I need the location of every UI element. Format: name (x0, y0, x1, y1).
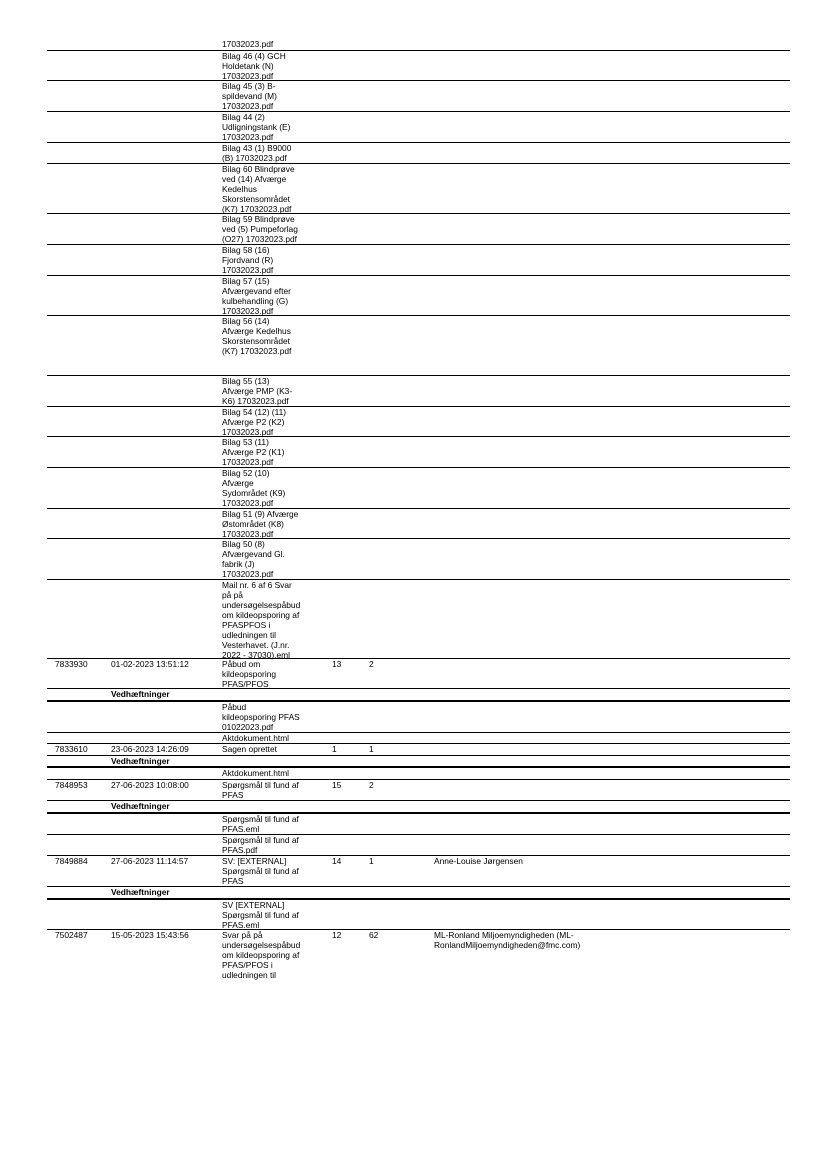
document-title (222, 51, 332, 81)
document-date: 27-06-2023 11:14:57 (111, 856, 189, 867)
title-line: Bilag 46 (4) GCH (222, 50, 286, 61)
attachment-row (47, 245, 790, 276)
title-line: Bilag 58 (16) (222, 244, 270, 255)
title-line: Aktdokument.html (222, 732, 290, 743)
title-line: Østområdet (K8) (222, 518, 284, 529)
document-number: 12 (332, 930, 342, 941)
title-line: Sagen oprettet (222, 744, 277, 755)
title-line: Fjordvand (R) (222, 254, 274, 265)
document-title (222, 539, 332, 579)
attachment-row (47, 835, 790, 856)
attachment-row (47, 702, 790, 733)
title-line: PFAS (222, 790, 244, 801)
title-line: Bilag 53 (11) (222, 437, 269, 448)
title-line: Bilag 60 Blindprøve (222, 164, 295, 175)
attachment-row (47, 437, 790, 468)
document-title (222, 509, 332, 539)
document-title (222, 768, 332, 778)
title-line: (O27) 17032023.pdf (222, 234, 297, 245)
document-title (222, 143, 332, 163)
document-title (222, 733, 332, 743)
document-title (222, 214, 332, 244)
document-title (222, 437, 332, 467)
title-line: Afværgevand Gl. (222, 549, 285, 560)
title-line: (K7) 17032023.pdf (222, 346, 292, 357)
document-row (47, 659, 790, 690)
title-line: 17032023.pdf (222, 498, 274, 509)
page-count: 1 (369, 744, 374, 755)
title-line: 17032023.pdf (222, 305, 274, 316)
title-line: undersøgelsespåbud (222, 599, 301, 610)
title-line: PFAS/PFOS (222, 678, 269, 689)
document-title (222, 814, 332, 834)
document-title (222, 316, 332, 356)
title-line: kildeopsporing (222, 668, 277, 679)
title-line: 17032023.pdf (222, 569, 274, 580)
document-date: 01-02-2023 13:51:12 (111, 658, 189, 669)
attachments-heading: Vedhæftninger (111, 801, 170, 812)
document-date: 27-06-2023 10:08:00 (111, 780, 189, 791)
title-line: Skorstensområdet (222, 194, 290, 205)
title-line: 17032023.pdf (222, 70, 274, 81)
attachment-row (47, 539, 790, 579)
page-count: 1 (369, 856, 374, 867)
title-line: 17032023.pdf (222, 264, 274, 275)
attachment-row (47, 276, 790, 316)
title-line: Bilag 45 (3) B- (222, 81, 276, 92)
title-line: kildeopsporing PFAS (222, 711, 300, 722)
attachment-row (47, 509, 790, 540)
title-line: 17032023.pdf (222, 426, 274, 437)
title-line: PFAS (222, 876, 244, 887)
document-number: 13 (332, 658, 342, 669)
title-line: Bilag 59 Blindprøve (222, 214, 295, 225)
sender (434, 930, 634, 950)
title-line: Bilag 56 (14) (222, 316, 270, 327)
title-line: Afværgevand efter (222, 285, 291, 296)
title-line: på på (222, 589, 243, 600)
document-number: 14 (332, 856, 342, 867)
title-line: ved (14) Afværge (222, 174, 287, 185)
title-line: kulbehandling (G) (222, 295, 289, 306)
sender-line: RonlandMiljoemyndigheden@fmc.com) (434, 940, 581, 951)
document-row (47, 780, 790, 801)
document-id: 7848953 (55, 780, 88, 791)
title-line: PFAS.pdf (222, 845, 258, 856)
attachments-heading: Vedhæftninger (111, 887, 170, 898)
title-line: Mail nr. 6 af 6 Svar (222, 579, 292, 590)
attachment-row (47, 51, 790, 82)
title-line: 17032023.pdf (222, 101, 274, 112)
document-title (222, 702, 332, 732)
attachment-row (47, 376, 790, 407)
document-title (222, 112, 332, 142)
title-line: SV [EXTERNAL] (222, 899, 285, 910)
title-line: 17032023.pdf (222, 132, 274, 143)
title-line: Spørgsmål til fund af (222, 909, 299, 920)
title-line: Spørgsmål til fund af (222, 780, 299, 791)
title-line: Bilag 57 (15) (222, 275, 270, 286)
attachment-row (47, 814, 790, 835)
document-date: 15-05-2023 15:43:56 (111, 930, 189, 941)
title-line: SV: [EXTERNAL] (222, 856, 287, 867)
title-line: fabrik (J) (222, 559, 255, 570)
title-line: Afværge P2 (K2) (222, 416, 285, 427)
attachment-row (47, 81, 790, 112)
title-line: 17032023.pdf (222, 457, 274, 468)
title-line: Svar på på (222, 930, 263, 941)
title-line: Bilag 51 (9) Afværge (222, 508, 299, 519)
document-row (47, 744, 790, 756)
title-line: Bilag 43 (1) B9000 (222, 142, 292, 153)
page-count: 62 (369, 930, 379, 941)
document-id: 7849884 (55, 856, 88, 867)
document-id: 7833610 (55, 744, 88, 755)
title-line: K6) 17032023.pdf (222, 395, 289, 406)
attachment-row (47, 39, 790, 51)
title-line: 2022 - 37030).eml (222, 649, 290, 660)
attachments-header-row (47, 756, 790, 769)
title-line: PFAS.eml (222, 919, 260, 930)
title-line: Spørgsmål til fund af (222, 866, 299, 877)
document-title (222, 468, 332, 508)
attachment-row (47, 214, 790, 245)
title-line: Vesterhavet. (J.nr. (222, 639, 290, 650)
title-line: Afværge (222, 478, 254, 489)
attachment-row (47, 733, 790, 745)
document-id: 7502487 (55, 930, 88, 941)
sender-line: ML-Ronland Miljoemyndigheden (ML- (434, 930, 574, 941)
document-title (222, 376, 332, 406)
document-title (222, 659, 332, 689)
title-line: Afværge Kedelhus (222, 326, 291, 337)
page-count: 2 (369, 658, 374, 669)
document-title (222, 81, 332, 111)
document-id: 7833930 (55, 658, 88, 669)
title-line: Bilag 55 (13) (222, 375, 270, 386)
title-line: 01022023.pdf (222, 721, 274, 732)
title-line: 17032023.pdf (222, 39, 274, 49)
attachment-row (47, 580, 790, 659)
title-line: Kedelhus (222, 184, 257, 195)
page-count: 2 (369, 780, 374, 791)
document-number: 15 (332, 780, 342, 791)
title-line: Afværge P2 (K1) (222, 447, 285, 458)
journal-table (47, 39, 790, 979)
document-title (222, 580, 332, 660)
sender-line: Anne-Louise Jørgensen (434, 856, 523, 867)
title-line: Påbud (222, 701, 247, 712)
document-title (222, 744, 332, 754)
attachments-heading: Vedhæftninger (111, 689, 170, 700)
title-line: PFAS.eml (222, 823, 260, 834)
document-date: 23-06-2023 14:26:09 (111, 744, 189, 755)
document-title (222, 276, 332, 316)
document-title (222, 835, 332, 855)
attachment-row (47, 316, 790, 376)
title-line: Påbud om (222, 658, 261, 669)
attachment-row (47, 407, 790, 438)
attachment-row (47, 143, 790, 164)
document-title (222, 39, 332, 49)
document-title (222, 780, 332, 800)
title-line: ved (5) Pumpeforlag (222, 224, 298, 235)
title-line: om kildeopsporing af (222, 950, 300, 961)
title-line: udledningen til (222, 629, 277, 640)
document-title (222, 164, 332, 214)
title-line: Spørgsmål til fund af (222, 835, 299, 846)
title-line: spildevand (M) (222, 91, 277, 102)
title-line: Udligningstank (E) (222, 122, 291, 133)
title-line: Skorstensområdet (222, 336, 290, 347)
document-row (47, 856, 790, 887)
title-line: Bilag 52 (10) (222, 468, 270, 479)
title-line: Afværge PMP (K3- (222, 385, 293, 396)
title-line: om kildeopsporing af (222, 609, 300, 620)
attachment-row (47, 468, 790, 508)
attachments-header-row (47, 801, 790, 814)
sender (434, 856, 634, 866)
title-line: (B) 17032023.pdf (222, 152, 287, 163)
title-line: Bilag 44 (2) (222, 112, 265, 123)
document-number: 1 (332, 744, 337, 755)
document-row (47, 930, 790, 979)
attachments-header-row (47, 887, 790, 900)
document-title (222, 856, 332, 886)
attachments-heading: Vedhæftninger (111, 755, 170, 766)
document-title (222, 245, 332, 275)
document-title (222, 930, 332, 980)
title-line: Spørgsmål til fund af (222, 813, 299, 824)
title-line: Bilag 54 (12) (11) (222, 406, 287, 417)
title-line: Bilag 50 (8) (222, 539, 265, 550)
title-line: undersøgelsespåbud (222, 940, 301, 951)
attachment-row (47, 900, 790, 931)
attachments-header-row (47, 689, 790, 702)
title-line: (K7) 17032023.pdf (222, 204, 292, 215)
title-line: Sydområdet (K9) (222, 488, 286, 499)
document-title (222, 407, 332, 437)
attachment-row (47, 112, 790, 143)
title-line: Aktdokument.html (222, 768, 290, 779)
title-line: PFASPFOS i (222, 619, 271, 630)
document-title (222, 900, 332, 930)
title-line: udledningen til (222, 970, 277, 981)
attachment-row (47, 768, 790, 780)
attachment-row (47, 164, 790, 214)
title-line: PFAS/PFOS i (222, 960, 273, 971)
title-line: Holdetank (N) (222, 60, 274, 71)
title-line: 17032023.pdf (222, 528, 274, 539)
